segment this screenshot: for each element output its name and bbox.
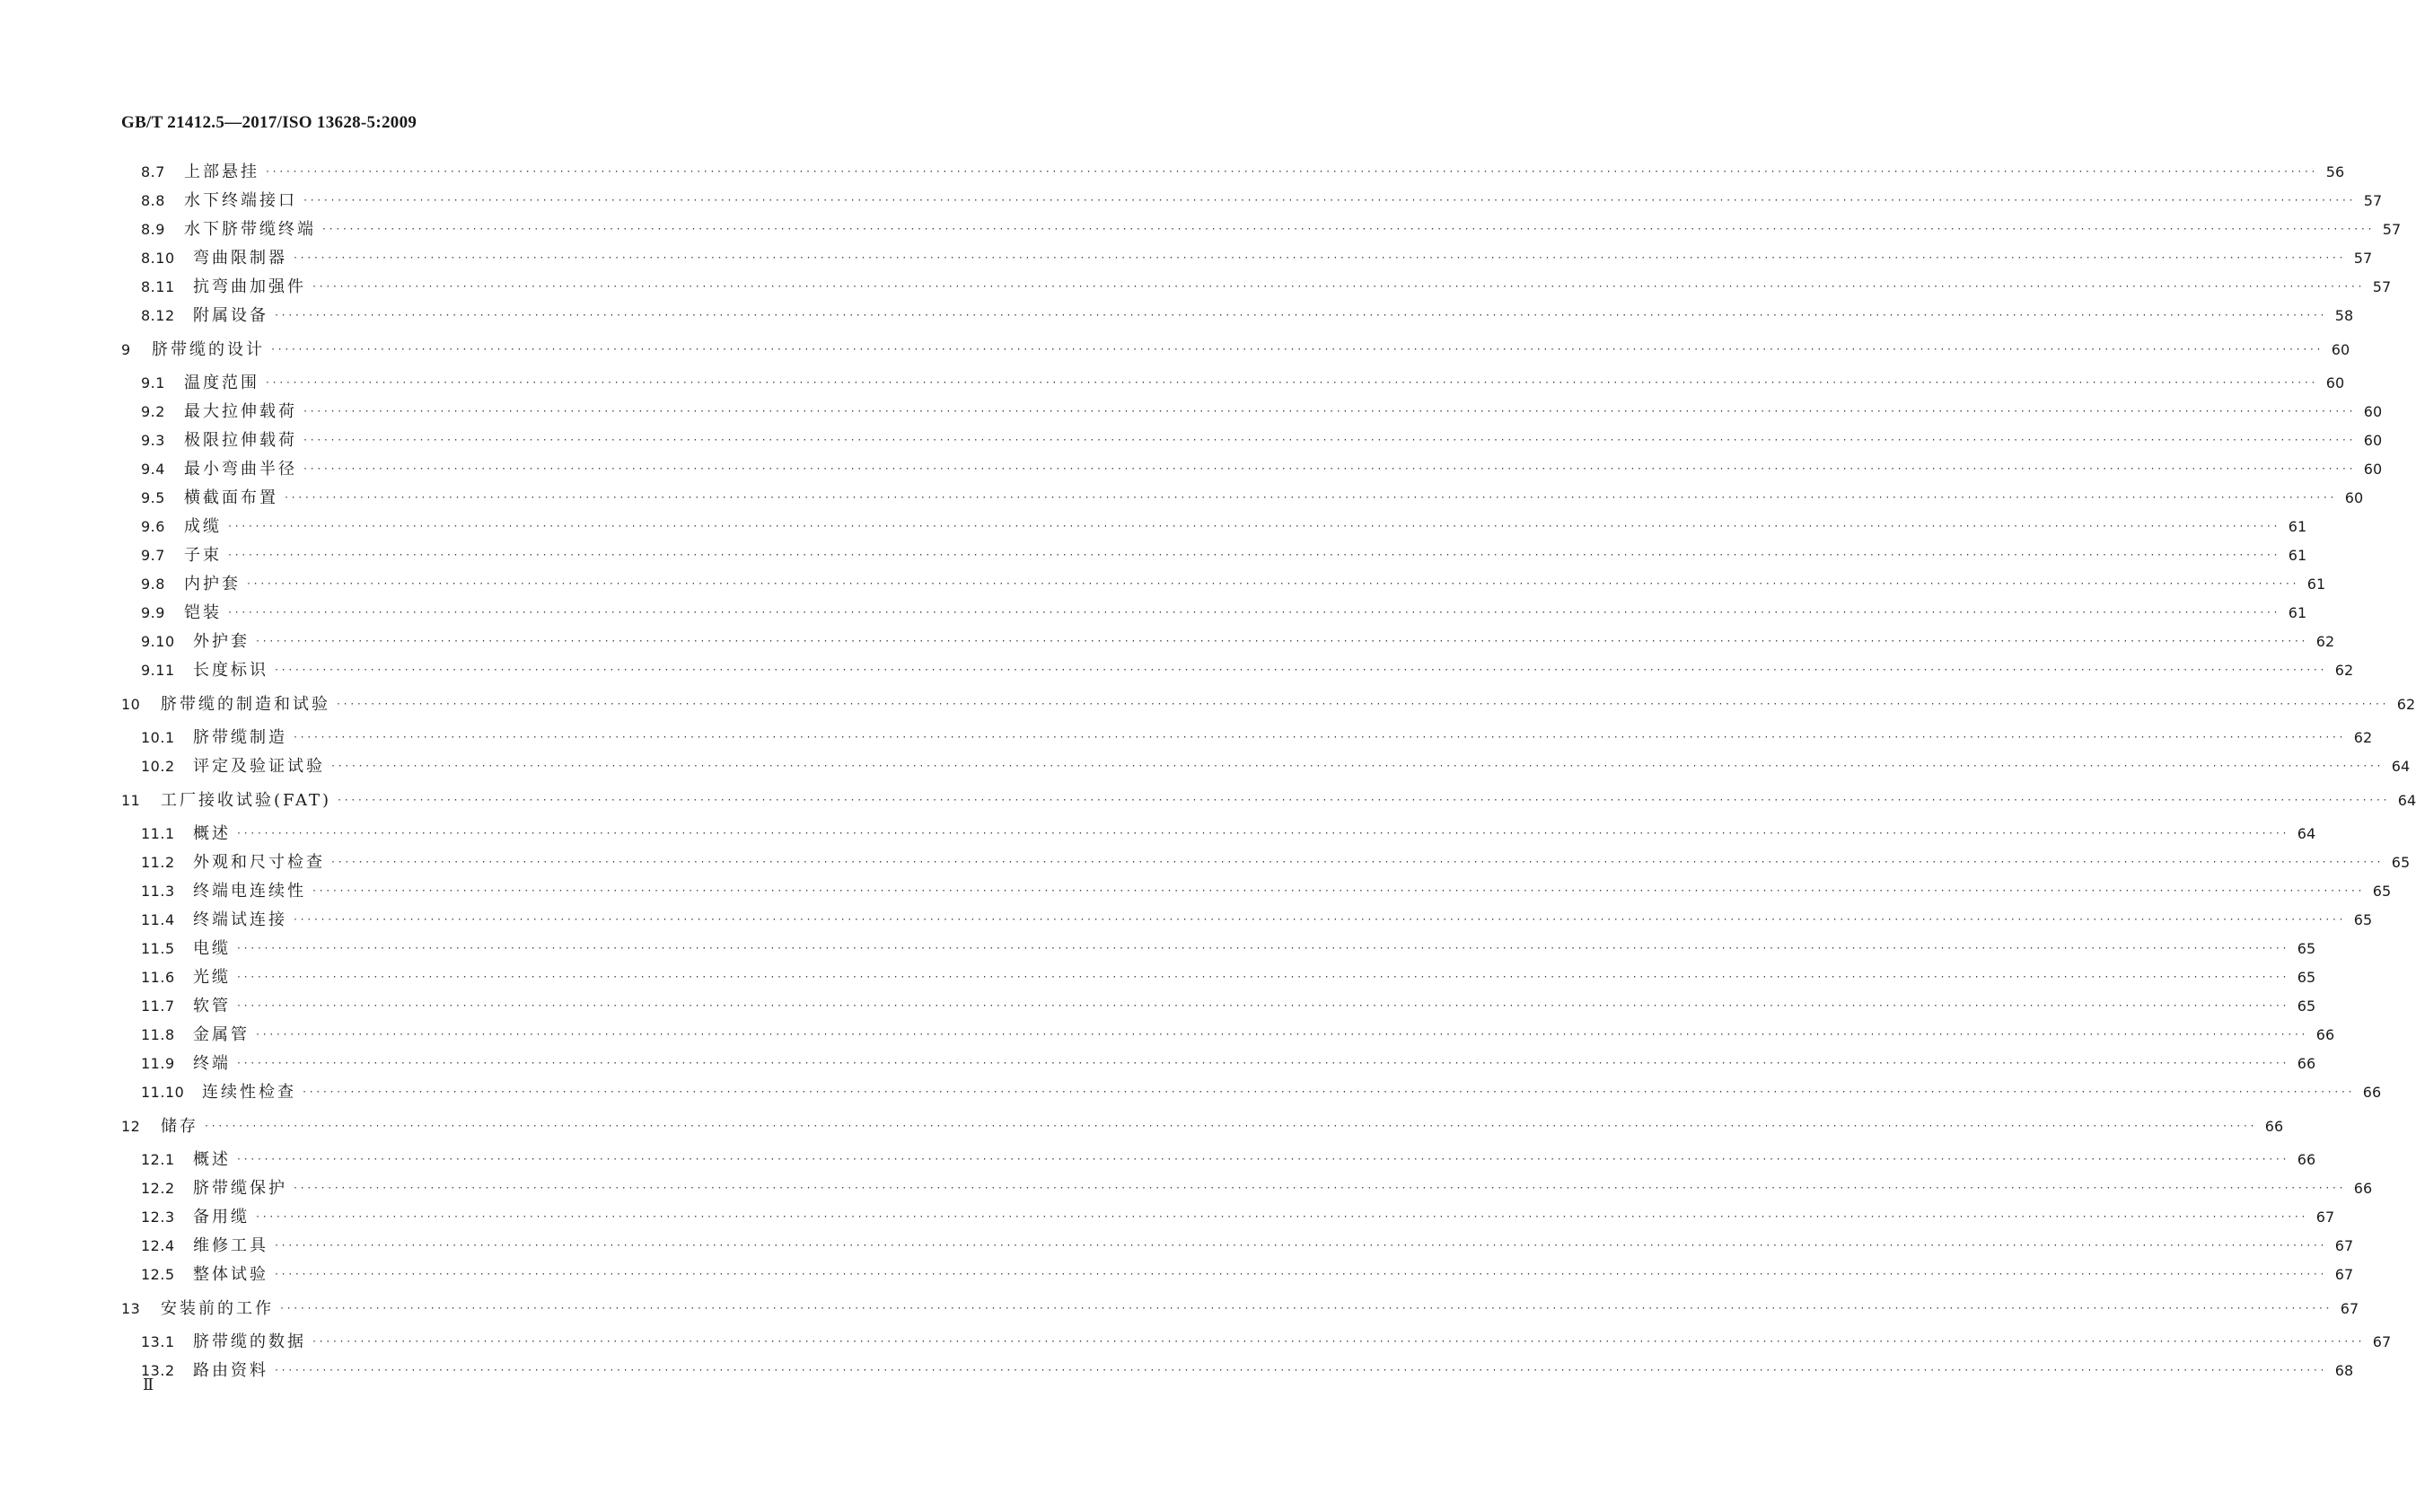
toc-page-number: 57 (2382, 221, 2402, 238)
toc-title: 抗弯曲加强件 (193, 277, 306, 296)
toc-number: 9.4 (141, 461, 165, 478)
toc-number: 9.7 (141, 547, 165, 564)
toc-number: 11.8 (141, 1026, 175, 1043)
toc-dot-leader: ············································································································································································································································································································ (255, 1030, 2308, 1040)
toc-title: 工厂接收试验(FAT) (161, 790, 331, 810)
toc-title: 终端 (193, 1054, 231, 1073)
toc-dot-leader: ············································································································································································································································································································ (227, 522, 2280, 532)
toc-dot-leader: ············································································································································································································································································································ (303, 435, 2356, 445)
toc-title: 极限拉伸载荷 (184, 431, 297, 450)
toc-title: 概述 (193, 824, 231, 843)
toc-subsection-entry (141, 1178, 2373, 1200)
toc-dot-leader: ············································································································································································································································································································ (246, 579, 2299, 589)
toc-number: 12.1 (141, 1151, 175, 1168)
toc-section-entry (121, 694, 2416, 716)
toc-number: 13.2 (141, 1362, 175, 1379)
toc-title: 脐带缆的数据 (193, 1332, 306, 1351)
toc-title: 脐带缆制造 (193, 728, 287, 747)
toc-page-number: 61 (2288, 547, 2307, 564)
toc-page-number: 66 (2264, 1117, 2284, 1135)
toc-page-number: 62 (2334, 662, 2354, 679)
toc-title: 概述 (193, 1150, 231, 1169)
toc-subsection-entry (141, 373, 2345, 394)
toc-page-number: 67 (2372, 1333, 2392, 1350)
toc-page-number: 60 (2325, 374, 2345, 391)
toc-number: 11.6 (141, 969, 175, 986)
toc-number: 9.9 (141, 604, 165, 621)
toc-title: 子束 (184, 546, 222, 565)
toc-dot-leader: ············································································································································································································································································································ (227, 608, 2280, 618)
toc-number: 10 (121, 695, 141, 713)
toc-title: 路由资料 (193, 1361, 268, 1380)
toc-number: 12.3 (141, 1209, 175, 1226)
toc-number: 11.2 (141, 854, 175, 871)
toc-title: 最大拉伸载荷 (184, 402, 297, 421)
toc-number: 12 (121, 1117, 141, 1135)
toc-dot-leader: ············································································································································································································································································································ (236, 944, 2289, 954)
toc-number: 12.4 (141, 1237, 175, 1254)
toc-page-number: 62 (2315, 633, 2335, 650)
toc-section-entry (121, 1298, 2359, 1320)
toc-number: 11.7 (141, 998, 175, 1015)
toc-number: 8.8 (141, 192, 165, 209)
toc-subsection-entry (141, 1235, 2354, 1257)
toc-title: 软管 (193, 997, 231, 1015)
toc-subsection-entry (141, 1053, 2316, 1075)
toc-page-number: 64 (2391, 758, 2411, 775)
toc-title: 终端电连续性 (193, 882, 306, 901)
toc-subsection-entry (141, 1082, 2382, 1103)
toc-title: 成缆 (184, 517, 222, 536)
page-number: Ⅱ (143, 1376, 154, 1393)
toc-number: 11.1 (141, 825, 175, 842)
toc-number: 8.7 (141, 163, 165, 180)
toc-subsection-entry (141, 938, 2316, 960)
toc-dot-leader: ············································································································································································································································································································ (330, 761, 2384, 771)
toc-dot-leader: ············································································································································································································································································································ (274, 1270, 2327, 1279)
toc-page-number: 58 (2334, 307, 2354, 324)
toc-number: 13.1 (141, 1333, 175, 1350)
toc-dot-leader: ············································································································································································································································································································ (255, 1212, 2308, 1222)
toc-page-number: 68 (2334, 1362, 2354, 1379)
toc-number: 13 (121, 1299, 141, 1317)
toc-number: 12.5 (141, 1266, 175, 1283)
toc-title: 连续性检查 (202, 1083, 296, 1102)
toc-subsection-entry (141, 277, 2392, 298)
toc-subsection-entry (141, 488, 2364, 509)
toc-dot-leader: ············································································································································································································································································································ (274, 665, 2327, 675)
toc-title: 最小弯曲半径 (184, 460, 297, 479)
toc-title: 电缆 (193, 939, 231, 958)
toc-number: 11.10 (141, 1084, 185, 1101)
toc-page-number: 67 (2315, 1209, 2335, 1226)
toc-page-number: 67 (2334, 1266, 2354, 1283)
toc-number: 10.2 (141, 758, 175, 775)
toc-subsection-entry (141, 1024, 2335, 1046)
toc-page-number: 67 (2340, 1299, 2359, 1317)
toc-title: 水下脐带缆终端 (184, 220, 316, 239)
toc-subsection-entry (141, 631, 2335, 653)
toc-page-number: 65 (2391, 854, 2411, 871)
toc-dot-leader: ············································································································································································································································································································ (312, 1337, 2365, 1347)
toc-subsection-entry (141, 190, 2383, 212)
toc-dot-leader: ············································································································································································································································································································ (293, 253, 2346, 263)
toc-title: 外观和尺寸检查 (193, 853, 325, 872)
toc-title: 温度范围 (184, 374, 259, 392)
toc-dot-leader: ············································································································································································································································································································ (312, 886, 2365, 896)
toc-dot-leader: ············································································································································································································································································································ (265, 378, 2318, 388)
toc-page-number: 61 (2306, 576, 2326, 593)
toc-page-number: 57 (2363, 192, 2383, 209)
toc-number: 11 (121, 791, 141, 809)
toc-page-number: 64 (2297, 825, 2316, 842)
toc-subsection-entry (141, 1264, 2354, 1286)
toc-dot-leader: ············································································································································································································································································································ (236, 1001, 2289, 1011)
toc-title: 评定及验证试验 (193, 757, 325, 776)
toc-page-number: 65 (2297, 940, 2316, 957)
toc-number: 8.11 (141, 278, 175, 295)
toc-number: 9.5 (141, 489, 165, 506)
toc-subsection-entry (141, 823, 2316, 845)
toc-subsection-entry (141, 881, 2392, 902)
toc-page-number: 66 (2362, 1084, 2382, 1101)
toc-page-number: 60 (2331, 340, 2350, 358)
toc-subsection-entry (141, 852, 2411, 874)
toc-subsection-entry (141, 459, 2383, 480)
toc-page-number: 64 (2397, 791, 2416, 809)
toc-subsection-entry (141, 1360, 2354, 1382)
toc-dot-leader: ············································································································································································································································································································ (303, 407, 2356, 417)
toc-title: 脐带缆保护 (193, 1179, 287, 1198)
toc-subsection-entry (141, 401, 2383, 423)
toc-section-entry (121, 339, 2350, 361)
toc-page-number: 66 (2315, 1026, 2335, 1043)
toc-title: 上部悬挂 (184, 163, 259, 181)
toc-subsection-entry (141, 1332, 2392, 1353)
toc-dot-leader: ············································································································································································································································································································ (336, 699, 2389, 709)
toc-dot-leader: ············································································································································································································································································································ (303, 196, 2356, 206)
toc-number: 9.10 (141, 633, 175, 650)
toc-number: 10.1 (141, 729, 175, 746)
toc-page-number: 62 (2353, 729, 2373, 746)
toc-dot-leader: ············································································································································································································································································································ (274, 311, 2327, 321)
toc-dot-leader: ············································································································································································································································································································ (236, 1155, 2289, 1165)
toc-number: 12.2 (141, 1180, 175, 1197)
toc-page-number: 61 (2288, 518, 2307, 535)
toc-dot-leader: ············································································································································································································································································································ (337, 795, 2390, 805)
toc-dot-leader: ············································································································································································································································································································ (236, 972, 2289, 982)
toc-number: 8.9 (141, 221, 165, 238)
toc-title: 附属设备 (193, 306, 268, 325)
toc-title: 内护套 (184, 575, 241, 593)
toc-subsection-entry (141, 996, 2316, 1017)
toc-subsection-entry (141, 305, 2354, 327)
toc-title: 外护套 (193, 632, 250, 651)
toc-dot-leader: ············································································································································································································································································································ (270, 344, 2324, 355)
toc-page-number: 65 (2297, 998, 2316, 1015)
toc-dot-leader: ············································································································································································································································································································ (293, 915, 2346, 925)
toc-number: 9.2 (141, 403, 165, 420)
toc-dot-leader: ············································································································································································································································································································ (236, 829, 2289, 839)
toc-title: 横截面布置 (184, 488, 278, 507)
toc-subsection-entry (141, 162, 2345, 183)
toc-page-number: 65 (2297, 969, 2316, 986)
toc-dot-leader: ············································································································································································································································································································ (279, 1303, 2333, 1314)
toc-title: 储存 (161, 1116, 198, 1136)
toc-page-number: 60 (2363, 432, 2383, 449)
toc-dot-leader: ············································································································································································································································································································ (255, 637, 2308, 646)
toc-number: 9.8 (141, 576, 165, 593)
toc-page-number: 65 (2372, 883, 2392, 900)
toc-number: 9.11 (141, 662, 175, 679)
toc-subsection-entry (141, 430, 2383, 452)
toc-number: 11.4 (141, 911, 175, 928)
toc-page-number: 57 (2353, 250, 2373, 267)
toc-title: 整体试验 (193, 1265, 268, 1284)
toc-page-number: 61 (2288, 604, 2307, 621)
toc-page-number: 66 (2353, 1180, 2373, 1197)
toc-dot-leader: ············································································································································································································································································································ (265, 167, 2318, 177)
toc-title: 弯曲限制器 (193, 249, 287, 268)
toc-title: 维修工具 (193, 1236, 268, 1255)
toc-dot-leader: ············································································································································································································································································································ (236, 1059, 2289, 1068)
toc-subsection-entry (141, 756, 2411, 778)
toc-page-number: 57 (2372, 278, 2392, 295)
toc-page-number: 62 (2396, 695, 2416, 713)
toc-number: 11.9 (141, 1055, 175, 1072)
toc-subsection-entry (141, 545, 2307, 567)
toc-number: 8.10 (141, 250, 175, 267)
toc-subsection-entry (141, 219, 2402, 241)
toc-title: 铠装 (184, 603, 222, 622)
toc-number: 8.12 (141, 307, 175, 324)
toc-page-number: 60 (2363, 461, 2383, 478)
toc-dot-leader: ············································································································································································································································································································ (303, 464, 2356, 474)
toc-dot-leader: ············································································································································································································································································································ (284, 493, 2337, 503)
toc-subsection-entry (141, 910, 2373, 931)
toc-dot-leader: ············································································································································································································································································································ (330, 857, 2384, 867)
toc-title: 备用缆 (193, 1208, 250, 1226)
toc-dot-leader: ············································································································································································································································································································ (321, 224, 2375, 234)
toc-dot-leader: ············································································································································································································································································································ (274, 1366, 2327, 1376)
toc-number: 9.1 (141, 374, 165, 391)
document-header: GB/T 21412.5—2017/ISO 13628-5:2009 (121, 113, 417, 132)
toc-title: 安装前的工作 (161, 1298, 274, 1318)
toc-title: 长度标识 (193, 661, 268, 680)
toc-dot-leader: ············································································································································································································································································································ (293, 1183, 2346, 1193)
toc-subsection-entry (141, 967, 2316, 989)
toc-number: 11.5 (141, 940, 175, 957)
toc-subsection-entry (141, 516, 2307, 538)
toc-dot-leader: ············································································································································································································································································································ (227, 550, 2280, 560)
toc-dot-leader: ············································································································································································································································································································ (274, 1241, 2327, 1251)
toc-dot-leader: ············································································································································································································································································································ (293, 733, 2346, 743)
toc-page-number: 60 (2363, 403, 2383, 420)
toc-section-entry (121, 1116, 2284, 1138)
toc-number: 9.6 (141, 518, 165, 535)
toc-title: 金属管 (193, 1025, 250, 1044)
toc-subsection-entry (141, 574, 2326, 595)
toc-dot-leader: ············································································································································································································································································································ (302, 1087, 2355, 1097)
toc-title: 光缆 (193, 968, 231, 987)
toc-title: 水下终端接口 (184, 191, 297, 210)
toc-subsection-entry (141, 248, 2373, 269)
toc-page-number: 66 (2297, 1055, 2316, 1072)
toc-title: 脐带缆的制造和试验 (161, 694, 330, 714)
toc-subsection-entry (141, 1207, 2335, 1228)
toc-subsection-entry (141, 727, 2373, 749)
toc-subsection-entry (141, 1149, 2316, 1171)
toc-number: 9.3 (141, 432, 165, 449)
toc-number: 11.3 (141, 883, 175, 900)
toc-page-number: 65 (2353, 911, 2373, 928)
toc-title: 终端试连接 (193, 910, 287, 929)
toc-section-entry (121, 790, 2416, 812)
toc-page-number: 67 (2334, 1237, 2354, 1254)
toc-page-number: 60 (2344, 489, 2364, 506)
toc-title: 脐带缆的设计 (152, 339, 265, 359)
toc-page-number: 56 (2325, 163, 2345, 180)
toc-number: 9 (121, 340, 131, 358)
toc-subsection-entry (141, 602, 2307, 624)
toc-subsection-entry (141, 660, 2354, 681)
toc-dot-leader: ············································································································································································································································································································ (312, 282, 2365, 292)
toc-dot-leader: ············································································································································································································································································································ (204, 1121, 2257, 1131)
toc-page-number: 66 (2297, 1151, 2316, 1168)
